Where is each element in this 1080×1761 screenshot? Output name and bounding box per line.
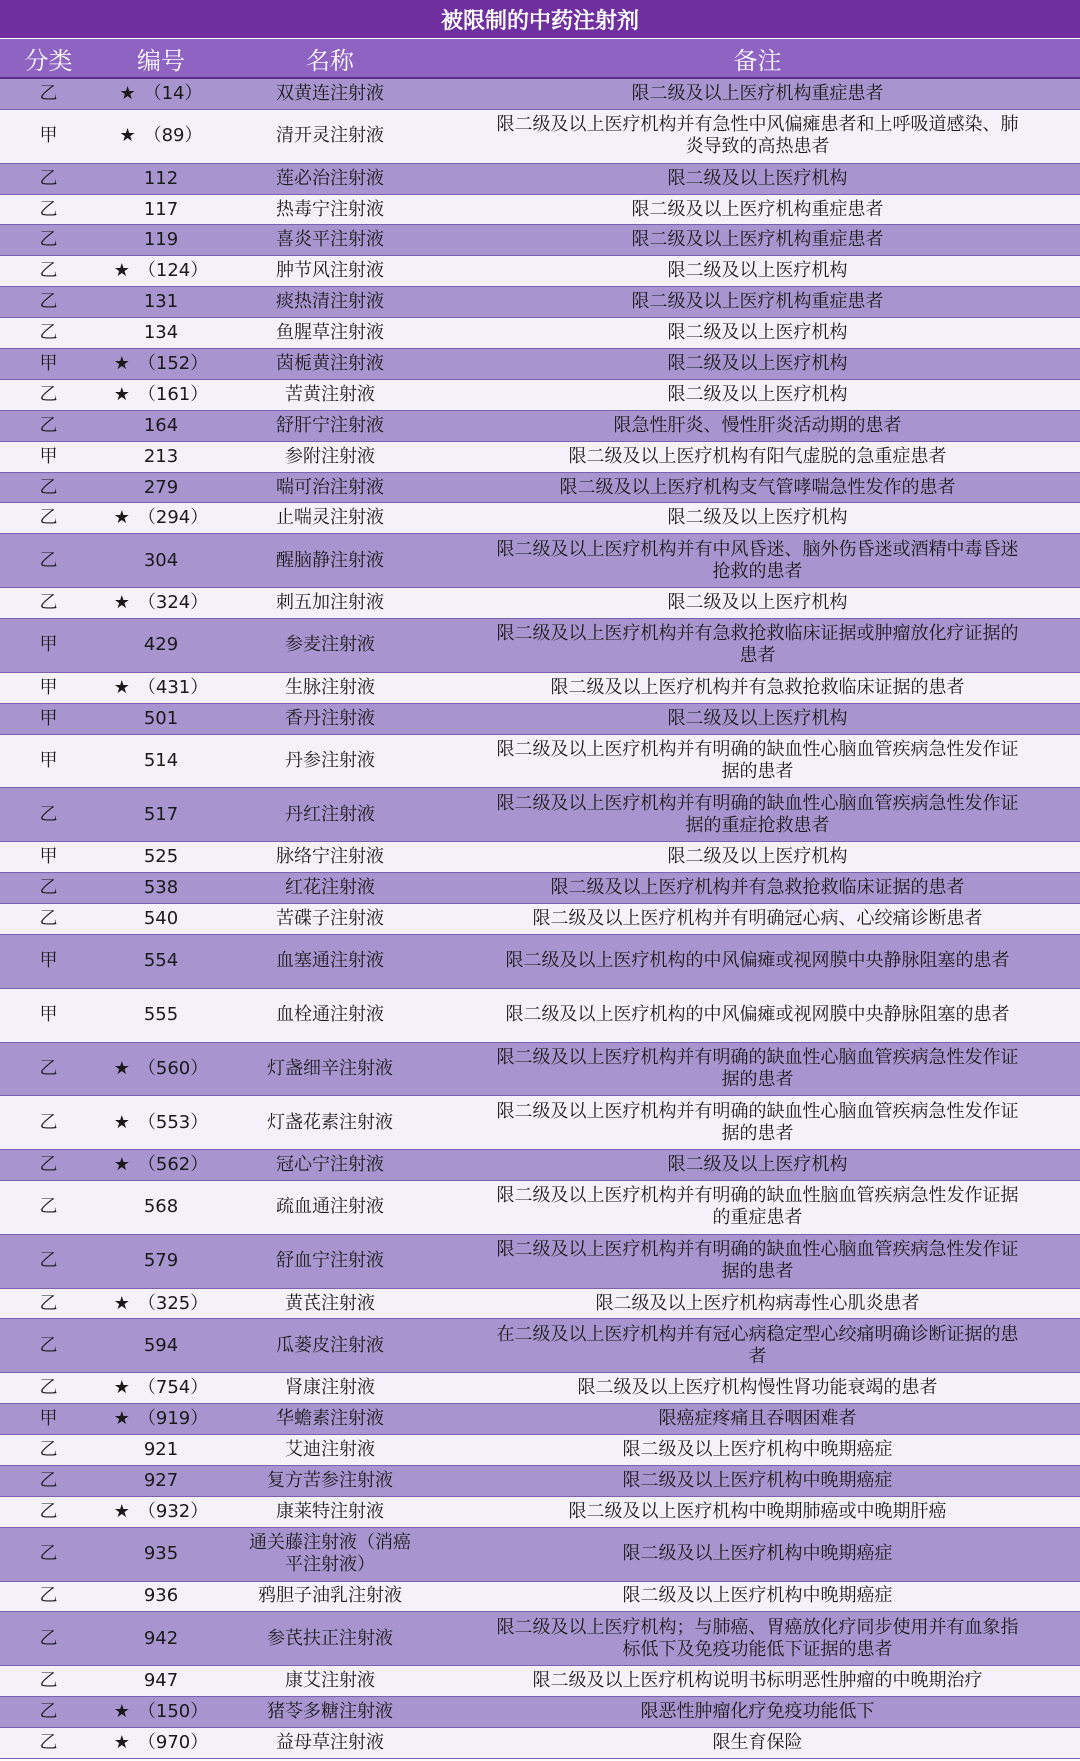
code-text: 935 — [143, 1543, 179, 1565]
table-row — [0, 1666, 1080, 1697]
cell-name: 鸦胆子油乳注射液 — [258, 1585, 402, 1607]
cell-category: 乙 — [39, 549, 58, 571]
code-text: （553） — [137, 1111, 209, 1133]
cell-note: 限二级及以上医疗机构 — [667, 592, 848, 614]
cell-category: 乙 — [39, 383, 58, 405]
code-text: 279 — [143, 476, 179, 498]
cell-note: 限二级及以上医疗机构 — [667, 1154, 848, 1176]
cell-name: 茵栀黄注射液 — [276, 352, 384, 374]
cell-code — [97, 877, 225, 899]
cell-note: 限二级及以上医疗机构并有中风昏迷、脑外伤昏迷或酒精中毒昏迷抢救的患者 — [496, 538, 1019, 582]
cell-category: 乙 — [39, 1377, 58, 1399]
cell-note: 限二级及以上医疗机构并有明确的缺血性心脑血管疾病急性发作证据的重症抢救患者 — [496, 792, 1019, 836]
table-row — [0, 1497, 1080, 1528]
cell-code — [97, 1543, 225, 1565]
cell-name: 灯盏细辛注射液 — [267, 1057, 393, 1079]
table-title: 被限制的中药注射剂 — [0, 0, 1080, 39]
code-text: 936 — [143, 1585, 179, 1607]
cell-note: 限二级及以上医疗机构有阳气虚脱的急重症患者 — [568, 445, 947, 467]
table-row — [0, 619, 1080, 673]
cell-category: 甲 — [39, 1004, 58, 1026]
cell-category: 甲 — [39, 676, 58, 698]
code-text: 579 — [143, 1250, 179, 1272]
cell-code — [97, 199, 225, 221]
table-row — [0, 842, 1080, 873]
cell-note: 限二级及以上医疗机构支气管哮喘急性发作的患者 — [559, 476, 956, 498]
cell-note: 限二级及以上医疗机构 — [667, 707, 848, 729]
cell-name: 复方苦参注射液 — [267, 1469, 393, 1491]
header-code: 编号 — [137, 46, 185, 75]
star-icon: ★ — [113, 1731, 130, 1753]
code-text: （161） — [137, 383, 209, 405]
table-row — [0, 380, 1080, 411]
cell-category: 乙 — [39, 1250, 58, 1272]
cell-note: 限二级及以上医疗机构重症患者 — [631, 229, 884, 251]
cell-category: 甲 — [39, 707, 58, 729]
cell-name: 瓜蒌皮注射液 — [276, 1334, 384, 1356]
cell-note: 限二级及以上医疗机构重症患者 — [631, 291, 884, 313]
code-text: （560） — [137, 1057, 209, 1079]
table-row — [0, 1373, 1080, 1404]
cell-name: 双黄连注射液 — [276, 82, 384, 104]
cell-note: 限二级及以上医疗机构中晚期癌症 — [622, 1543, 893, 1565]
cell-name: 黄芪注射液 — [285, 1292, 375, 1314]
star-icon: ★ — [113, 592, 130, 614]
table-row — [0, 503, 1080, 534]
cell-code — [97, 908, 225, 930]
cell-category: 乙 — [39, 1701, 58, 1723]
cell-note: 限二级及以上医疗机构并有明确的缺血性心脑血管疾病急性发作证据的患者 — [496, 1046, 1019, 1090]
cell-note: 限二级及以上医疗机构并有明确冠心病、心绞痛诊断患者 — [532, 907, 983, 929]
table-row — [0, 195, 1080, 226]
cell-name: 疏血通注射液 — [276, 1196, 384, 1218]
cell-name: 脉络宁注射液 — [276, 846, 384, 868]
table-row — [0, 873, 1080, 904]
table-row — [0, 704, 1080, 735]
code-text: 927 — [143, 1469, 179, 1491]
cell-note: 限二级及以上医疗机构中晚期癌症 — [622, 1438, 893, 1460]
cell-name: 参麦注射液 — [285, 634, 375, 656]
code-text: （152） — [137, 352, 209, 374]
cell-name: 生脉注射液 — [285, 676, 375, 698]
cell-name: 舒血宁注射液 — [276, 1250, 384, 1272]
cell-name: 灯盏花素注射液 — [267, 1111, 393, 1133]
table-row — [0, 1235, 1080, 1289]
star-icon: ★ — [113, 260, 130, 282]
cell-code — [97, 677, 225, 699]
cell-category: 乙 — [39, 198, 58, 220]
cell-name: 益母草注射液 — [276, 1731, 384, 1753]
cell-code — [97, 550, 225, 572]
cell-category: 甲 — [39, 950, 58, 972]
table-row — [0, 442, 1080, 473]
table-row — [0, 1582, 1080, 1613]
cell-category: 乙 — [39, 907, 58, 929]
table-row — [0, 1528, 1080, 1582]
table-row — [0, 1466, 1080, 1497]
cell-note: 限二级及以上医疗机构中晚期肺癌或中晚期肝癌 — [568, 1500, 947, 1522]
cell-category: 乙 — [39, 1334, 58, 1356]
cell-name: 猪苓多糖注射液 — [267, 1701, 393, 1723]
star-icon: ★ — [119, 125, 136, 147]
cell-category: 乙 — [39, 1154, 58, 1176]
table-row — [0, 349, 1080, 380]
cell-code — [97, 384, 225, 406]
cell-category: 甲 — [39, 750, 58, 772]
cell-category: 乙 — [39, 229, 58, 251]
cell-code — [97, 322, 225, 344]
cell-category: 甲 — [39, 445, 58, 467]
code-text: 112 — [143, 167, 179, 189]
cell-code — [97, 1439, 225, 1461]
star-icon: ★ — [113, 1111, 130, 1133]
cell-code — [97, 1377, 225, 1399]
table-row — [0, 1150, 1080, 1181]
code-text: （325） — [137, 1292, 209, 1314]
cell-note: 限二级及以上医疗机构中晚期癌症 — [622, 1469, 893, 1491]
table-row — [0, 225, 1080, 256]
cell-code — [97, 446, 225, 468]
table-row — [0, 287, 1080, 318]
cell-name: 莲必治注射液 — [276, 167, 384, 189]
cell-note: 限二级及以上医疗机构 — [667, 322, 848, 344]
cell-note: 限二级及以上医疗机构并有明确的缺血性心脑血管疾病急性发作证据的患者 — [496, 1239, 1019, 1283]
cell-name: 通关藤注射液（消癌平注射液） — [249, 1532, 411, 1576]
cell-note: 限二级及以上医疗机构 — [667, 507, 848, 529]
code-text: （324） — [137, 592, 209, 614]
code-text: 501 — [143, 707, 179, 729]
code-text: 429 — [143, 634, 179, 656]
cell-name: 参芪扶正注射液 — [267, 1627, 393, 1649]
cell-code — [97, 950, 225, 972]
code-text: 134 — [143, 322, 179, 344]
header-name: 名称 — [306, 46, 354, 75]
table-body — [0, 79, 1080, 1759]
cell-name: 鱼腥草注射液 — [276, 322, 384, 344]
table-row — [0, 1612, 1080, 1666]
cell-code — [97, 1470, 225, 1492]
cell-note: 限二级及以上医疗机构的中风偏瘫或视网膜中央静脉阻塞的患者 — [505, 950, 1010, 972]
table-row — [0, 534, 1080, 588]
cell-category: 甲 — [39, 1408, 58, 1430]
cell-name: 刺五加注射液 — [276, 592, 384, 614]
cell-code — [97, 1670, 225, 1692]
code-text: 921 — [143, 1438, 179, 1460]
code-text: （970） — [137, 1731, 209, 1753]
cell-note: 限二级及以上医疗机构；与肺癌、胃癌放化疗同步使用并有血象指标低下及免疫功能低下证据的患者 — [496, 1616, 1019, 1660]
cell-name: 艾迪注射液 — [285, 1438, 375, 1460]
cell-category: 甲 — [39, 352, 58, 374]
cell-note: 限生育保险 — [712, 1731, 803, 1753]
cell-name: 丹参注射液 — [285, 750, 375, 772]
cell-code — [97, 168, 225, 190]
code-text: （124） — [137, 260, 209, 282]
cell-category: 乙 — [39, 322, 58, 344]
code-text: 554 — [143, 950, 179, 972]
table-row — [0, 1728, 1080, 1759]
table-row — [0, 989, 1080, 1043]
star-icon: ★ — [113, 352, 130, 374]
cell-category: 乙 — [39, 1469, 58, 1491]
code-text: 540 — [143, 907, 179, 929]
cell-note: 限二级及以上医疗机构 — [667, 260, 848, 282]
cell-code — [97, 1250, 225, 1272]
cell-code — [97, 1058, 225, 1080]
code-text: 117 — [143, 198, 179, 220]
cell-note: 限二级及以上医疗机构病毒性心肌炎患者 — [595, 1292, 920, 1314]
cell-code — [97, 708, 225, 730]
cell-note: 限二级及以上医疗机构并有急性中风偏瘫患者和上呼吸道感染、肺炎导致的高热患者 — [496, 114, 1019, 158]
cell-note: 限二级及以上医疗机构的中风偏瘫或视网膜中央静脉阻塞的患者 — [505, 1004, 1010, 1026]
code-text: 568 — [143, 1196, 179, 1218]
table-row — [0, 1404, 1080, 1435]
cell-note: 限二级及以上医疗机构 — [667, 846, 848, 868]
cell-category: 乙 — [39, 1731, 58, 1753]
cell-name: 华蟾素注射液 — [276, 1408, 384, 1430]
cell-note: 限二级及以上医疗机构并有明确的缺血性脑血管疾病急性发作证据的重症患者 — [496, 1185, 1019, 1229]
cell-category: 乙 — [39, 1111, 58, 1133]
cell-name: 肿节风注射液 — [276, 260, 384, 282]
cell-category: 乙 — [39, 167, 58, 189]
code-text: 525 — [143, 846, 179, 868]
code-text: 538 — [143, 877, 179, 899]
code-text: 119 — [143, 229, 179, 251]
cell-name: 肾康注射液 — [285, 1377, 375, 1399]
star-icon: ★ — [113, 1292, 130, 1314]
code-text: 514 — [143, 750, 179, 772]
cell-category: 乙 — [39, 1292, 58, 1314]
cell-category: 乙 — [39, 1196, 58, 1218]
code-text: 164 — [143, 414, 179, 436]
cell-code — [97, 1335, 225, 1357]
cell-name: 康莱特注射液 — [276, 1500, 384, 1522]
star-icon: ★ — [113, 1408, 130, 1430]
cell-code — [97, 750, 225, 772]
cell-name: 香丹注射液 — [285, 707, 375, 729]
cell-name: 止喘灵注射液 — [276, 507, 384, 529]
table-row — [0, 164, 1080, 195]
header-note: 备注 — [733, 46, 782, 75]
header-category: 分类 — [24, 46, 73, 75]
cell-code — [97, 1701, 225, 1723]
table-row — [0, 588, 1080, 619]
cell-note: 限二级及以上医疗机构 — [667, 352, 848, 374]
code-text: （89） — [143, 125, 203, 147]
cell-code — [97, 1154, 225, 1176]
cell-note: 限二级及以上医疗机构中晚期癌症 — [622, 1585, 893, 1607]
star-icon: ★ — [113, 1154, 130, 1176]
table-row — [0, 473, 1080, 504]
cell-code — [97, 260, 225, 282]
star-icon: ★ — [113, 1377, 130, 1399]
cell-name: 冠心宁注射液 — [276, 1154, 384, 1176]
cell-code — [97, 83, 225, 105]
cell-name: 康艾注射液 — [285, 1670, 375, 1692]
cell-note: 限癌症疼痛且吞咽困难者 — [658, 1408, 857, 1430]
code-text: （150） — [137, 1701, 209, 1723]
code-text: 213 — [143, 445, 179, 467]
star-icon: ★ — [113, 1500, 130, 1522]
code-text: （431） — [137, 676, 209, 698]
cell-category: 乙 — [39, 260, 58, 282]
cell-code — [97, 846, 225, 868]
table-row — [0, 1289, 1080, 1320]
cell-category: 乙 — [39, 1057, 58, 1079]
cell-note: 限二级及以上医疗机构说明书标明恶性肿瘤的中晚期治疗 — [532, 1670, 983, 1692]
star-icon: ★ — [113, 676, 130, 698]
cell-name: 苦黄注射液 — [285, 383, 375, 405]
cell-category: 乙 — [39, 476, 58, 498]
code-text: 942 — [143, 1627, 179, 1649]
star-icon: ★ — [113, 1057, 130, 1079]
table-row — [0, 673, 1080, 704]
star-icon: ★ — [113, 507, 130, 529]
cell-name: 痰热清注射液 — [276, 291, 384, 313]
cell-note: 限二级及以上医疗机构并有急救抢救临床证据或肿瘤放化疗证据的患者 — [496, 623, 1019, 667]
star-icon: ★ — [113, 1701, 130, 1723]
cell-note: 限二级及以上医疗机构 — [667, 167, 848, 189]
code-text: 947 — [143, 1670, 179, 1692]
cell-name: 参附注射液 — [285, 445, 375, 467]
cell-category: 乙 — [39, 1543, 58, 1565]
cell-name: 血塞通注射液 — [276, 950, 384, 972]
table-row — [0, 256, 1080, 287]
table-row — [0, 788, 1080, 842]
cell-note: 限二级及以上医疗机构并有急救抢救临床证据的患者 — [550, 877, 965, 899]
table-row — [0, 318, 1080, 349]
cell-category: 乙 — [39, 1500, 58, 1522]
cell-note: 限恶性肿瘤化疗免疫功能低下 — [640, 1701, 875, 1723]
cell-name: 红花注射液 — [285, 877, 375, 899]
cell-name: 热毒宁注射液 — [276, 198, 384, 220]
cell-category: 乙 — [39, 1670, 58, 1692]
cell-note: 限二级及以上医疗机构重症患者 — [631, 82, 884, 104]
cell-category: 乙 — [39, 291, 58, 313]
cell-code — [97, 415, 225, 437]
cell-code — [97, 125, 225, 147]
cell-code — [97, 353, 225, 375]
table-row — [0, 735, 1080, 789]
cell-code — [97, 592, 225, 614]
star-icon: ★ — [119, 82, 136, 104]
cell-name: 苦碟子注射液 — [276, 907, 384, 929]
cell-note: 限二级及以上医疗机构并有明确的缺血性心脑血管疾病急性发作证据的患者 — [496, 739, 1019, 783]
cell-category: 乙 — [39, 507, 58, 529]
table-row — [0, 1181, 1080, 1235]
cell-category: 乙 — [39, 82, 58, 104]
code-text: （754） — [137, 1377, 209, 1399]
code-text: （562） — [137, 1154, 209, 1176]
table-row — [0, 411, 1080, 442]
cell-note: 限二级及以上医疗机构并有明确的缺血性心脑血管疾病急性发作证据的患者 — [496, 1100, 1019, 1144]
cell-code — [97, 1196, 225, 1218]
table-row — [0, 79, 1080, 110]
table-header — [0, 39, 1080, 79]
code-text: 594 — [143, 1334, 179, 1356]
cell-code — [97, 1408, 225, 1430]
code-text: 304 — [143, 549, 179, 571]
cell-category: 乙 — [39, 1627, 58, 1649]
table-row — [0, 1435, 1080, 1466]
cell-category: 乙 — [39, 1438, 58, 1460]
cell-note: 限二级及以上医疗机构慢性肾功能衰竭的患者 — [577, 1377, 938, 1399]
table-row — [0, 1096, 1080, 1150]
cell-category: 乙 — [39, 877, 58, 899]
cell-name: 清开灵注射液 — [276, 125, 384, 147]
cell-name: 喘可治注射液 — [276, 476, 384, 498]
code-text: （919） — [137, 1408, 209, 1430]
cell-name: 舒肝宁注射液 — [276, 414, 384, 436]
star-icon: ★ — [113, 383, 130, 405]
cell-code — [97, 804, 225, 826]
cell-code — [97, 1732, 225, 1754]
table-row — [0, 1319, 1080, 1373]
cell-code — [97, 634, 225, 656]
cell-name: 丹红注射液 — [285, 803, 375, 825]
cell-note: 在二级及以上医疗机构并有冠心病稳定型心绞痛明确诊断证据的患者 — [496, 1323, 1019, 1367]
code-text: （14） — [143, 82, 203, 104]
cell-note: 限急性肝炎、慢性肝炎活动期的患者 — [613, 414, 902, 436]
cell-code — [97, 1293, 225, 1315]
cell-code — [97, 1004, 225, 1026]
code-text: 555 — [143, 1004, 179, 1026]
table-row — [0, 904, 1080, 935]
cell-category: 乙 — [39, 803, 58, 825]
code-text: （294） — [137, 507, 209, 529]
table-row — [0, 1043, 1080, 1097]
cell-category: 甲 — [39, 125, 58, 147]
cell-name: 醒脑静注射液 — [276, 549, 384, 571]
cell-note: 限二级及以上医疗机构重症患者 — [631, 198, 884, 220]
cell-note: 限二级及以上医疗机构并有急救抢救临床证据的患者 — [550, 676, 965, 698]
cell-category: 甲 — [39, 846, 58, 868]
code-text: 517 — [143, 803, 179, 825]
cell-name: 血栓通注射液 — [276, 1004, 384, 1026]
table-row — [0, 110, 1080, 164]
cell-code — [97, 1628, 225, 1650]
cell-category: 乙 — [39, 414, 58, 436]
cell-code — [97, 291, 225, 313]
cell-category: 乙 — [39, 1585, 58, 1607]
cell-code — [97, 1585, 225, 1607]
cell-code — [97, 229, 225, 251]
table-row — [0, 935, 1080, 989]
code-text: （932） — [137, 1500, 209, 1522]
cell-code — [97, 477, 225, 499]
cell-code — [97, 1501, 225, 1523]
cell-code — [97, 1112, 225, 1134]
cell-category: 甲 — [39, 634, 58, 656]
cell-name: 喜炎平注射液 — [276, 229, 384, 251]
cell-code — [97, 507, 225, 529]
cell-category: 乙 — [39, 592, 58, 614]
code-text: 131 — [143, 291, 179, 313]
table-row — [0, 1697, 1080, 1728]
cell-note: 限二级及以上医疗机构 — [667, 383, 848, 405]
